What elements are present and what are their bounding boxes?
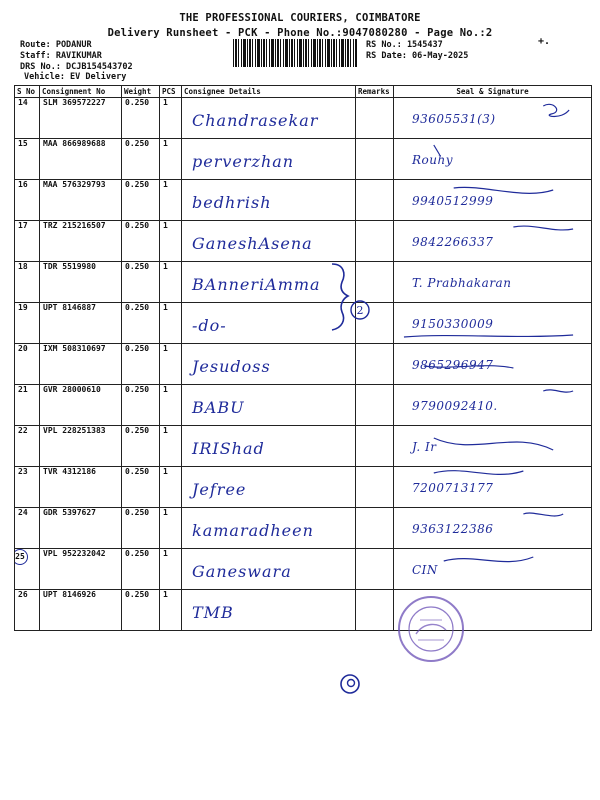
cell-signature: [394, 221, 592, 262]
cell-remarks: [356, 98, 394, 139]
cell-consignment: TDR 5519980: [40, 262, 122, 303]
cell-weight: 0.250: [122, 139, 160, 180]
cell-consignment: UPT 8146887: [40, 303, 122, 344]
cell-sno: [15, 467, 40, 508]
consignee-name: IRIShad: [192, 439, 265, 458]
courier-seal-stamp: [396, 594, 466, 664]
cell-weight: 0.250: [122, 180, 160, 221]
table-header: [15, 86, 592, 98]
signature-text: J. Ir: [412, 440, 437, 454]
staff: Staff: RAVIKUMAR: [20, 51, 102, 61]
cell-sno: [15, 221, 40, 262]
cell-sno: [15, 344, 40, 385]
cell-weight: 0.250: [122, 303, 160, 344]
signature-text: 93605531(3): [412, 112, 496, 126]
table-row: [15, 385, 592, 426]
table-row: [15, 467, 592, 508]
cell-pcs: 1: [160, 139, 182, 180]
cell-pcs: 1: [160, 262, 182, 303]
cell-consignee: [182, 98, 356, 139]
cell-signature: [394, 426, 592, 467]
cell-signature: [394, 139, 592, 180]
cell-consignment: VPL 228251383: [40, 426, 122, 467]
cell-consignee: [182, 180, 356, 221]
cell-remarks: [356, 590, 394, 631]
signature-text: Rouhy: [412, 153, 453, 167]
signature-text: 9150330009: [412, 317, 494, 331]
cell-remarks: [356, 385, 394, 426]
cell-sno: [15, 590, 40, 631]
consignee-name: Ganeswara: [192, 562, 292, 581]
cell-remarks: [356, 139, 394, 180]
rs-date: RS Date: 06-May-2025: [366, 51, 469, 61]
rs-number: RS No.: 1545437: [366, 40, 443, 50]
route: Route: PODANUR: [20, 40, 92, 50]
consignee-name: perverzhan: [192, 152, 295, 171]
cell-pcs: 1: [160, 590, 182, 631]
cell-weight: 0.250: [122, 385, 160, 426]
table-row: [15, 426, 592, 467]
row-sno: 19: [18, 303, 28, 312]
barcode: [233, 39, 357, 67]
cell-consignment: MAA 576329793: [40, 180, 122, 221]
table-row: [15, 139, 592, 180]
cell-consignment: TVR 4312186: [40, 467, 122, 508]
cell-weight: 0.250: [122, 221, 160, 262]
cell-pcs: 1: [160, 221, 182, 262]
cell-consignment: SLM 369572227: [40, 98, 122, 139]
table-row: [15, 508, 592, 549]
cell-consignment: IXM 508310697: [40, 344, 122, 385]
cell-signature: [394, 303, 592, 344]
row-sno: 25: [15, 549, 29, 565]
signature-text: 9363122386: [412, 522, 494, 536]
runsheet-subtitle: Delivery Runsheet - PCK - Phone No.:9047080280 - Page No.:2: [107, 27, 493, 39]
cell-pcs: 1: [160, 180, 182, 221]
consignee-name: bedhrish: [192, 193, 272, 212]
col-signature: Seal & Signature: [394, 86, 592, 98]
cell-pcs: 1: [160, 508, 182, 549]
row-sno: 22: [18, 426, 28, 435]
cell-weight: 0.250: [122, 426, 160, 467]
consignee-name: BABU: [192, 398, 245, 417]
cell-sno: [15, 549, 40, 590]
cell-signature: [394, 262, 592, 303]
row-sno: 18: [18, 262, 28, 271]
col-sno: S No: [15, 86, 40, 98]
corner-mark: +.: [538, 36, 551, 47]
handwritten-mark: [338, 672, 362, 696]
col-remarks: Remarks: [356, 86, 394, 98]
cell-consignment: GDR 5397627: [40, 508, 122, 549]
cell-signature: [394, 467, 592, 508]
cell-sno: [15, 98, 40, 139]
cell-remarks: [356, 344, 394, 385]
col-weight: Weight: [122, 86, 160, 98]
row-sno: 17: [18, 221, 28, 230]
cell-consignee: [182, 139, 356, 180]
cell-sno: [15, 180, 40, 221]
cell-weight: 0.250: [122, 590, 160, 631]
cell-signature: [394, 344, 592, 385]
cell-signature: [394, 508, 592, 549]
runsheet-table: [14, 85, 592, 631]
consignee-name: -do-: [192, 316, 227, 335]
cell-signature: [394, 180, 592, 221]
cell-weight: 0.250: [122, 98, 160, 139]
signature-text: T. Prabhakaran: [412, 276, 512, 290]
signature-text: 9842266337: [412, 235, 494, 249]
signature-text: 7200713177: [412, 481, 494, 495]
cell-consignment: UPT 8146926: [40, 590, 122, 631]
route-info: [20, 40, 133, 73]
row-sno: 15: [18, 139, 28, 148]
cell-remarks: [356, 467, 394, 508]
table-row: [15, 344, 592, 385]
cell-consignment: MAA 866989688: [40, 139, 122, 180]
cell-weight: 0.250: [122, 344, 160, 385]
row-sno: 16: [18, 180, 28, 189]
drs-number: DRS No.: DCJB154543702: [20, 62, 133, 72]
handwritten-brace: [330, 262, 370, 332]
cell-pcs: 1: [160, 303, 182, 344]
cell-sno: [15, 385, 40, 426]
cell-remarks: [356, 180, 394, 221]
col-consignment: Consignment No: [40, 86, 122, 98]
cell-pcs: 1: [160, 426, 182, 467]
row-sno: 20: [18, 344, 28, 353]
signature-text: 9790092410.: [412, 399, 498, 413]
cell-remarks: [356, 426, 394, 467]
cell-weight: 0.250: [122, 262, 160, 303]
signature-text: 9940512999: [412, 194, 494, 208]
cell-consignment: GVR 28000610: [40, 385, 122, 426]
consignee-name: BAnneriAmma: [192, 275, 321, 294]
cell-consignee: [182, 426, 356, 467]
cell-weight: 0.250: [122, 549, 160, 590]
signature-text: 9865296947: [412, 358, 494, 372]
consignee-name: GaneshAsena: [192, 234, 313, 253]
col-consignee: Consignee Details: [182, 86, 356, 98]
consignee-name: Chandrasekar: [192, 111, 319, 130]
table-row: [15, 262, 592, 303]
cell-signature: [394, 385, 592, 426]
cell-pcs: 1: [160, 549, 182, 590]
cell-weight: 0.250: [122, 508, 160, 549]
cell-sno: [15, 262, 40, 303]
cell-pcs: 1: [160, 98, 182, 139]
row-sno: 14: [18, 98, 28, 107]
cell-pcs: 1: [160, 344, 182, 385]
consignee-name: Jefree: [192, 480, 247, 499]
row19-remark: 2: [356, 304, 364, 317]
cell-consignee: [182, 385, 356, 426]
cell-consignment: TRZ 215216507: [40, 221, 122, 262]
cell-signature: [394, 98, 592, 139]
cell-signature: [394, 549, 592, 590]
table-row: [15, 549, 592, 590]
cell-consignee: [182, 344, 356, 385]
table-row: [15, 590, 592, 631]
cell-remarks: [356, 549, 394, 590]
table-row: [15, 98, 592, 139]
vehicle: Vehicle: EV Delivery: [24, 72, 127, 82]
row-sno: 23: [18, 467, 28, 476]
row-sno: 21: [18, 385, 28, 394]
consignee-name: TMB: [192, 603, 234, 622]
consignee-name: kamaradheen: [192, 521, 314, 540]
cell-pcs: 1: [160, 385, 182, 426]
cell-weight: 0.250: [122, 467, 160, 508]
consignee-name: Jesudoss: [192, 357, 271, 376]
cell-consignment: VPL 952232042: [40, 549, 122, 590]
cell-consignee: [182, 549, 356, 590]
cell-remarks: [356, 508, 394, 549]
rs-info: [366, 40, 468, 62]
cell-sno: [15, 508, 40, 549]
col-pcs: PCS: [160, 86, 182, 98]
table-row: [15, 180, 592, 221]
cell-consignee: [182, 590, 356, 631]
cell-consignee: [182, 508, 356, 549]
cell-consignee: [182, 221, 356, 262]
company-title: THE PROFESSIONAL COURIERS, COIMBATORE: [179, 12, 421, 24]
cell-consignee: [182, 467, 356, 508]
cell-sno: [15, 426, 40, 467]
cell-remarks: [356, 221, 394, 262]
cell-pcs: 1: [160, 467, 182, 508]
row-sno: 24: [18, 508, 28, 517]
cell-sno: [15, 303, 40, 344]
signature-text: CIN: [412, 563, 438, 577]
cell-sno: [15, 139, 40, 180]
table-row: [15, 303, 592, 344]
table-row: [15, 221, 592, 262]
row-sno: 26: [18, 590, 28, 599]
